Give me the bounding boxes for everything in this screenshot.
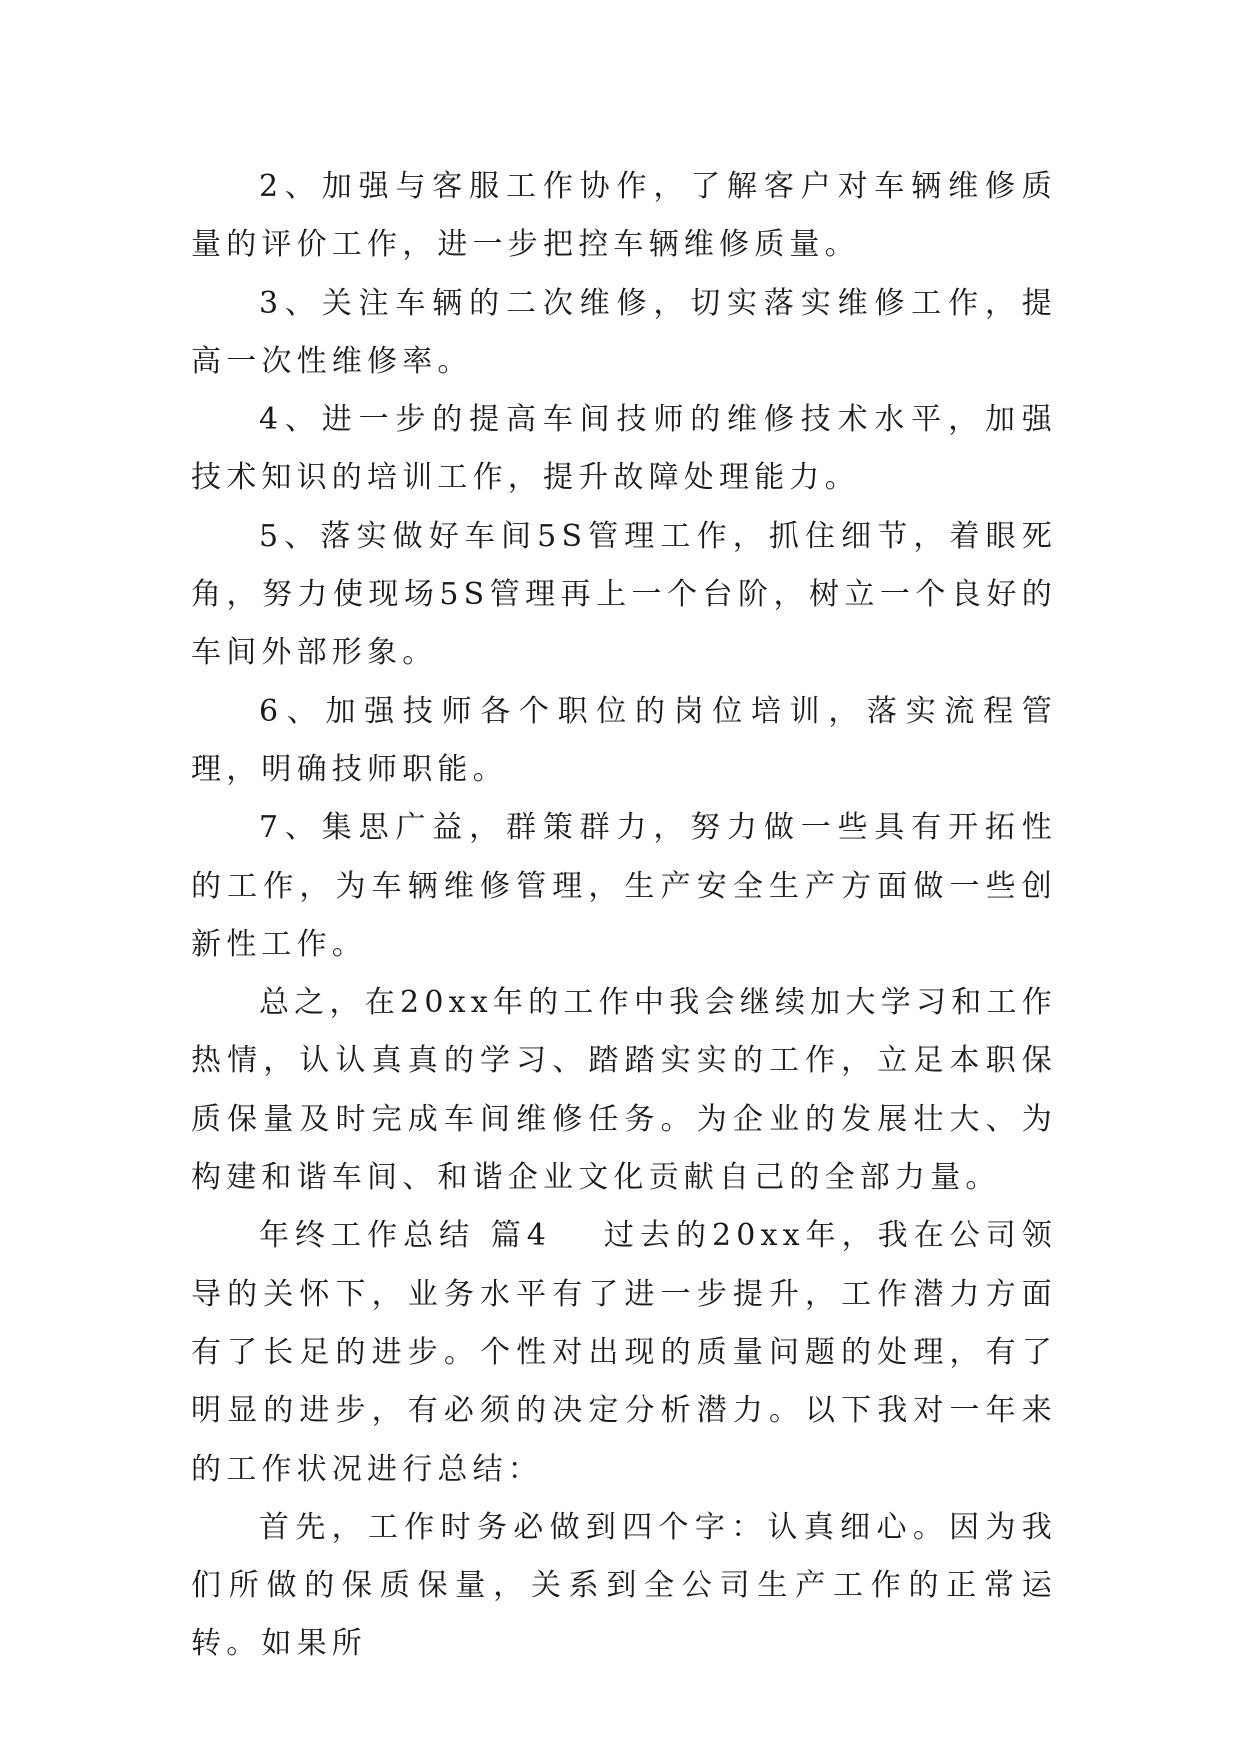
section-intro-text: 过去的20xx年，我在公司领导的关怀下，业务水平有了进一步提升，工作潜力方面有了长足的进步。个性对出现的质量问题的处理，有了明显的进步，有必须的决定分析潜力。以下我对一年来的工作状况进行总结： [191,1218,1057,1487]
paragraph-item-6: 6、加强技师各个职位的岗位培训，落实流程管理，明确技师职能。 [191,693,1057,787]
paragraph-conclusion: 总之，在20xx年的工作中我会继续加大学习和工作热情，认认真真的学习、踏踏实实的工作，立足本职保质保量及时完成车间维修任务。为企业的发展壮大、为构建和谐车间、和谐企业文化贡献自己的全部力量。 [191,985,1057,1196]
document-body [191,158,1057,1674]
paragraph-item-2: 2、加强与客服工作协作，了解客户对车辆维修质量的评价工作，进一步把控车辆维修质量。 [191,169,1057,263]
section-heading: 年终工作总结 篇4 [259,1218,552,1254]
paragraph-item-5: 5、落实做好车间5S管理工作，抓住细节，着眼死角，努力使现场5S管理再上一个台阶，树立一个良好的车间外部形象。 [191,518,1057,671]
paragraph-item-7: 7、集思广益，群策群力，努力做一些具有开拓性的工作，为车辆维修管理，生产安全生产方面做一些创新性工作。 [191,810,1057,962]
paragraph-item-3: 3、关注车辆的二次维修，切实落实维修工作，提高一次性维修率。 [191,285,1057,379]
paragraph-first-point: 首先，工作时务必做到四个字：认真细心。因为我们所做的保质保量，关系到全公司生产工作的正常运转。如果所 [191,1509,1057,1662]
section-paragraph [191,1207,1057,1498]
paragraph-item-4: 4、进一步的提高车间技师的维修技术水平，加强技术知识的培训工作，提升故障处理能力。 [191,402,1057,496]
